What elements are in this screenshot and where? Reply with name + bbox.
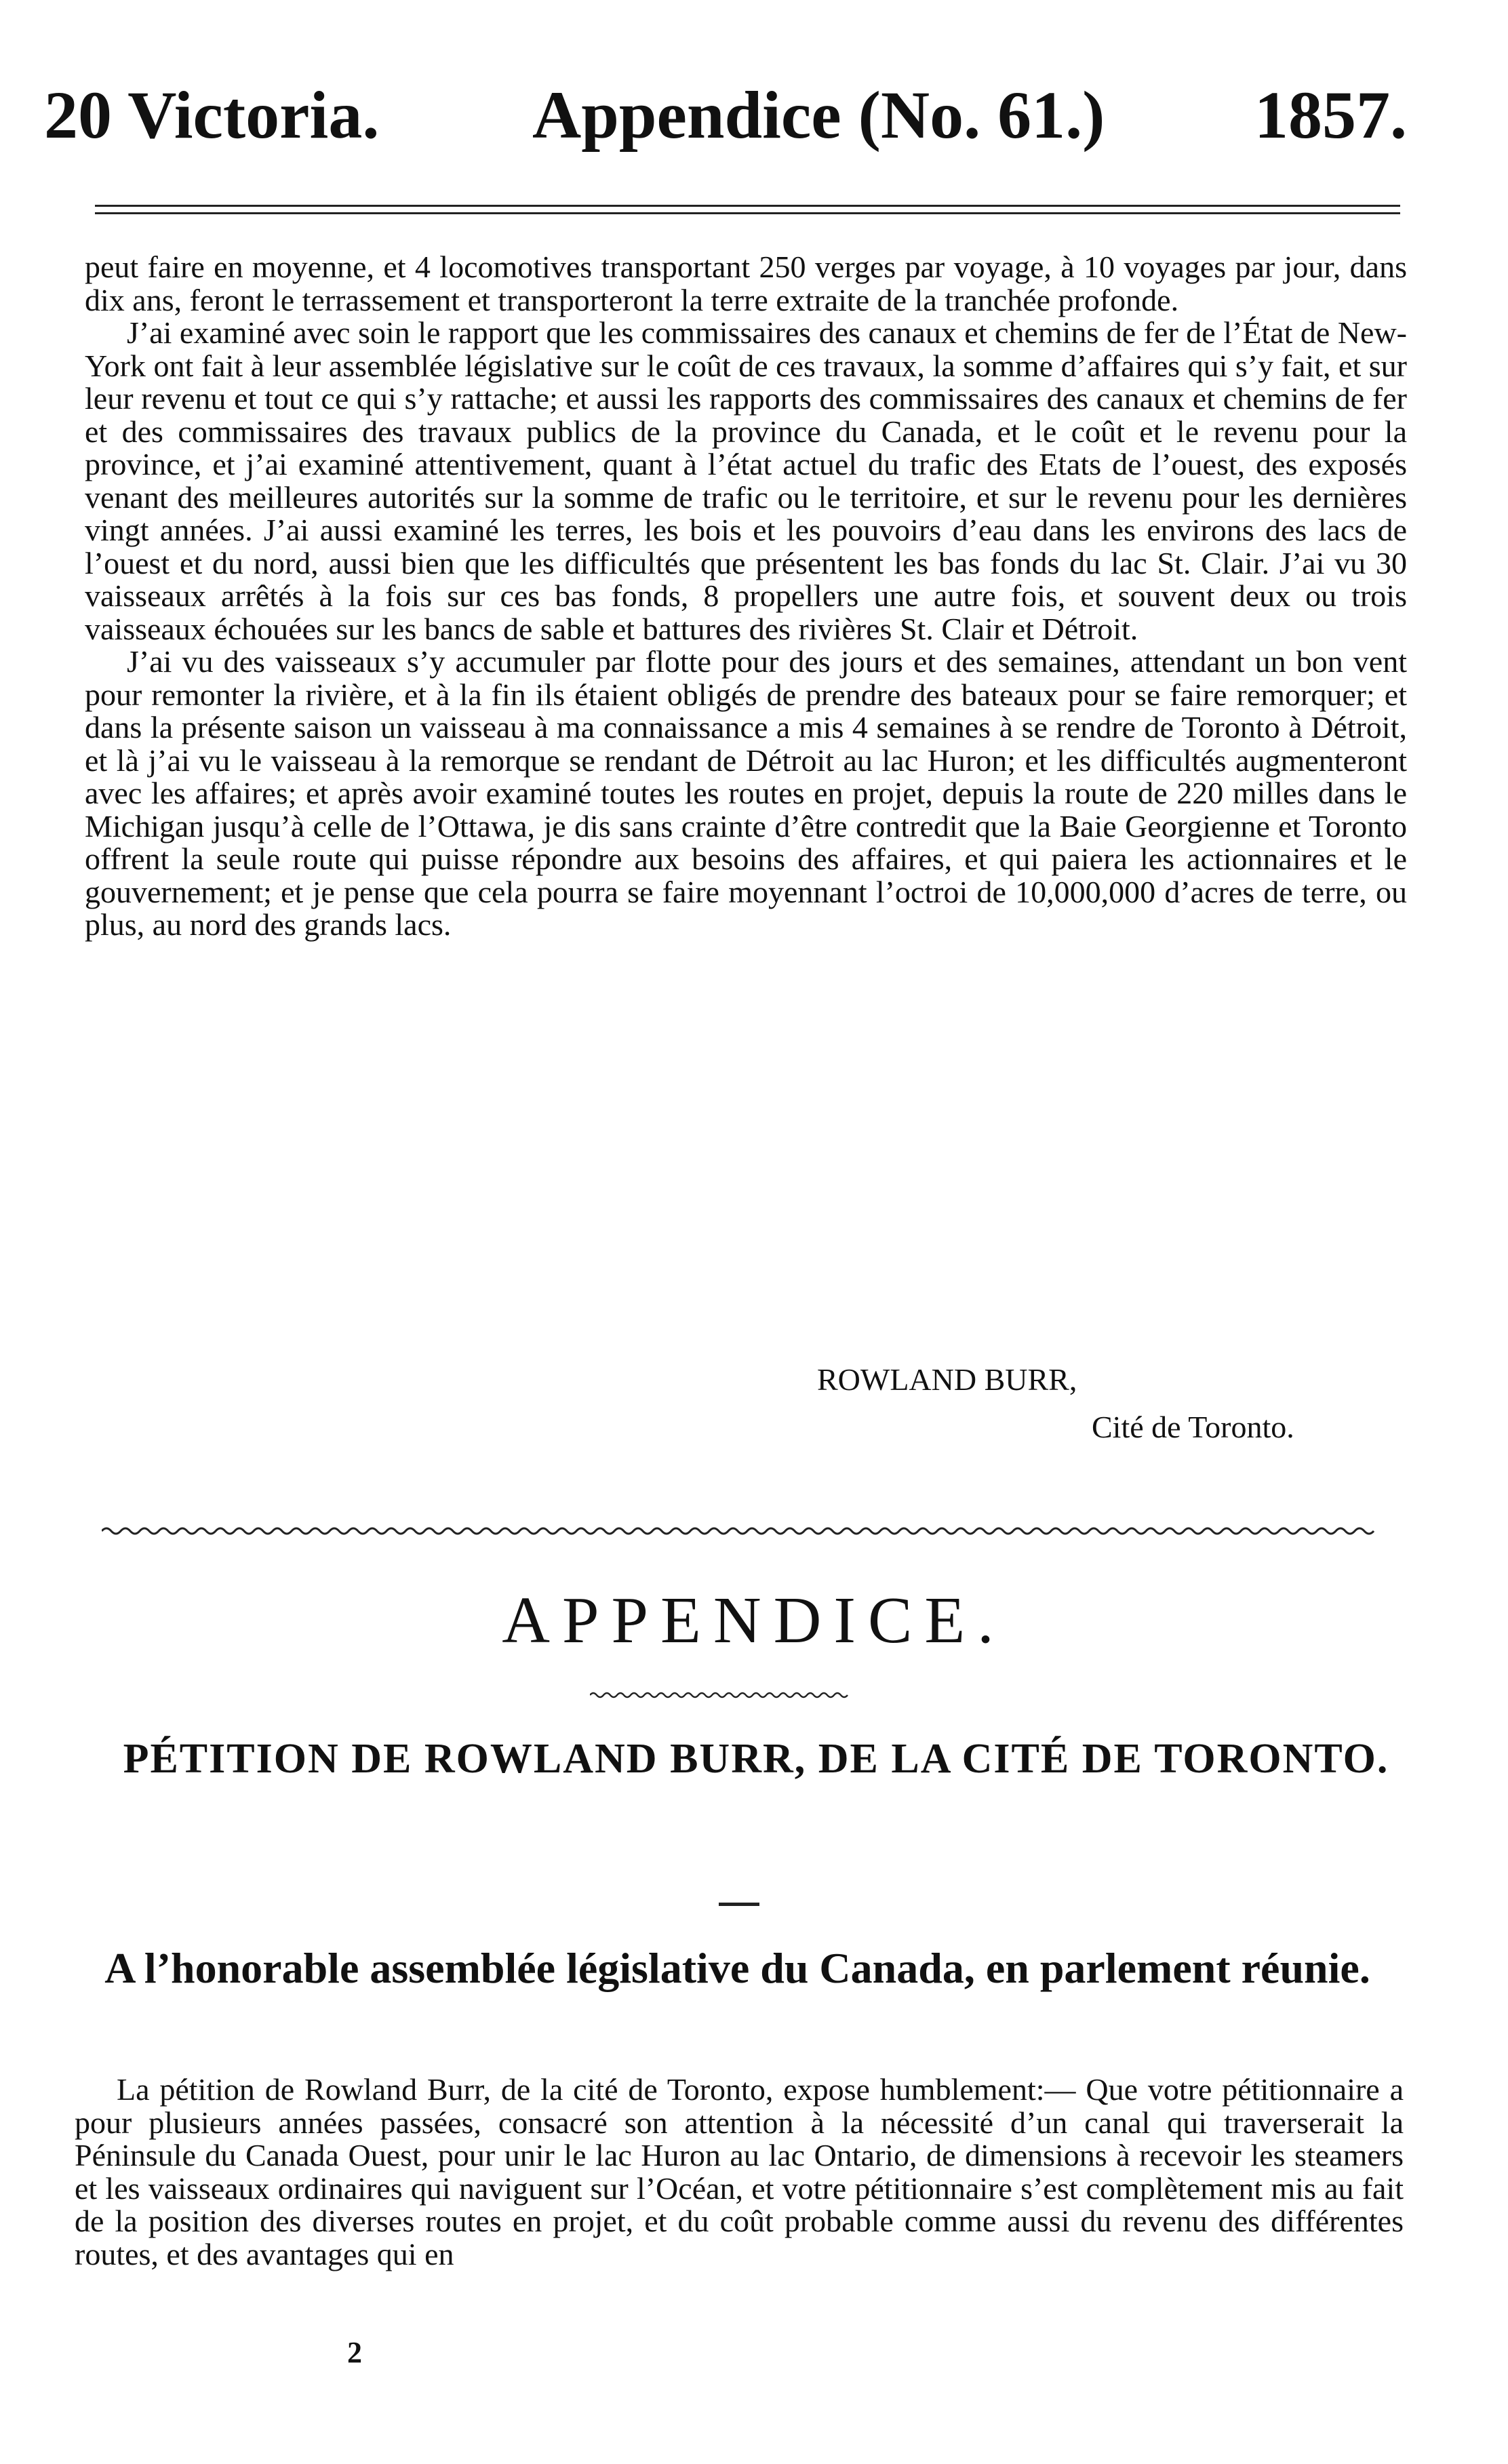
signature-name: ROWLAND BURR,: [817, 1362, 1077, 1397]
wavy-line-graphic: [102, 1524, 1376, 1538]
header-appendix-number: Appendice (No. 61.): [532, 77, 1105, 153]
section-wavy-divider: [102, 1524, 1376, 1538]
letter-body: [85, 251, 1407, 942]
signature-place: Cité de Toronto.: [1092, 1410, 1294, 1444]
paragraph-conclusion: J’ai vu des vaisseaux s’y accumuler par flotte pour des jours et des semaines, attendant un bon vent pour remonter la rivière, et à la fin ils étaient obligés de prendre des bateaux pour se faire remorquer; et dans la présente saison un vaisseau à ma connaissance a mis 4 semaines à se rendre de Toronto à Détroit, et là j’ai vu le vaisseau à la remorque se rendant de Détroit au lac Huron; et les difficultés augmenteront avec les affaires; et après avoir examiné toutes les routes en projet, depuis la route de 220 milles dans le Michigan jusqu’à celle de l’Ottawa, je dis sans crainte d’être contredit que la Baie Georgienne et Toronto offrent la seule route qui puisse répondre aux besoins des affaires, et qui paiera les actionnaires et le gouvernement; et je pense que cela pourra se faire moyennant l’octroi de 10,000,000 d’acres de terre, ou plus, au nord des grands lacs.: [85, 644, 1407, 942]
header-session: 20 Victoria.: [44, 77, 380, 153]
small-wavy-line-graphic: [590, 1688, 851, 1702]
paragraph-continuation: peut faire en moyenne, et 4 locomotives transportant 250 verges par voyage, à 10 voyages par jour, dans dix ans, feront le terrassement et transporteront la terre extraite de la tranchée profonde.: [85, 250, 1407, 317]
page-number: 2: [347, 2336, 362, 2369]
appendix-heading: APPENDICE.: [502, 1584, 1006, 1657]
petition-title: PÉTITION DE ROWLAND BURR, DE LA CITÉ DE TORONTO.: [123, 1736, 1389, 1782]
petition-address: A l’honorable assemblée législative du Canada, en parlement réunie.: [104, 1944, 1370, 1992]
paragraph-examination: J’ai examiné avec soin le rapport que les commissaires des canaux et chemins de fer de l’État de New-York ont fait à leur assemblée législative sur le coût de ces travaux, la somme d’affaires qui s’y fait, et sur leur revenu et tout ce qui s’y rattache; et aussi les rapports des commissaires des canaux et chemins de fer et des commissaires des travaux publics de la province du Canada, et le coût et le revenu pour la province, et j’ai examiné attentivement, quant à l’état actuel du trafic des Etats de l’ouest, des exposés venant des meilleures autorités sur la somme de trafic ou le territoire, et sur le revenu pour les dernières vingt années. J’ai aussi examiné les terres, les bois et les pouvoirs d’eau dans les environs des lacs de l’ouest et du nord, aussi bien que les difficultés que présentent les bas fonds du lac St. Clair. J’ai vu 30 vaisseaux arrêtés à la fois sur ces bas fonds, 8 propellers une autre fois, et souvent deux ou trois vaisseaux échouées sur les bancs de sable et battures des rivières St. Clair et Détroit.: [85, 315, 1407, 646]
title-dash-separator: [719, 1903, 759, 1906]
petition-paragraph: La pétition de Rowland Burr, de la cité de Toronto, expose humblement:— Que votre pétitionnaire a pour plusieurs années passées, consacré son attention à la nécessité d’un canal qui traverserait la Péninsule du Canada Ouest, pour unir le lac Huron au lac Ontario, de dimensions à recevoir les steamers et les vaisseaux ordinaires qui naviguent sur l’Océan, et votre pétitionnaire s’est complètement mis au fait de la position des diverses routes en projet, et du coût probable comme aussi du revenu des différentes routes, et des avantages qui en: [75, 2072, 1404, 2271]
header-year: 1857.: [1254, 77, 1407, 153]
header-double-rule: [95, 205, 1400, 214]
heading-wavy-divider: [590, 1688, 851, 1702]
page-header: [44, 64, 1407, 166]
petition-body: [75, 2073, 1404, 2271]
